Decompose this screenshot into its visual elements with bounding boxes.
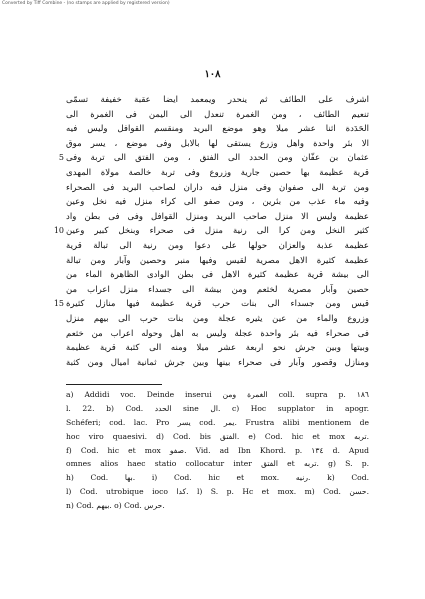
text-line: عظيمة وليس الا منزل صاحب البريد ومنزل القوافل وفى فى بطن واد [66,211,369,222]
footnote-line: f) Cod. hic et mox صفو. Vid. ad Ibn Khord. p. ١٣٤ d. Apud [66,445,369,455]
text-line: قيس ومن جسداء الى بنات حرب قرية عظيمة فيها منازل كثيرة [66,299,369,310]
text-line: ومنازل وقصور وآبار فى صحراء بينها وبين جرش ثمانية اميال ومن كثبة [66,357,369,368]
text-line: وفيه ماء عذب من بئرين ، ومن صفو الى كراء منزل فيه نخل وعين [66,197,369,208]
footnotes [66,388,369,513]
text-line: كثير النخل ومن كرا الى رنية منزل فى صحراء وبنخل كبير وعين [66,226,369,237]
text-line: الا بئر واحدة واهل وزرع يستقى لها بالابل وفى موضع ، يسر موق [66,138,369,149]
text-line: تنعيم الطائف ، ومن الغمرة تنعدل الى اليمن فى الغمرة الى [66,109,369,120]
text-line: ومن تربة الى صفوان وفى منزل فيه داران لصاحب البريد فى الصحراء [66,182,369,193]
page-number: ١٠٨ [204,69,221,80]
text-line: حصين وآبار مصرية لخثعم ومن بيشة الى جسداء منزل اعراب من [66,284,369,295]
text-line: عظيمة كثيرة الاهل مصرية لقيس وفيها منبر وحصين وآبار ومن تبالة [66,255,369,266]
text-line: فى صحراء فيه بئر واحدة عجلة وليس به اهل وحوله اعراب من خثعم [66,328,369,339]
line-number: 10 [53,226,64,236]
line-number: 5 [58,153,64,163]
footnote-line: Schéferi; cod. lac. Pro يسر cod. يمر. Frustra alibi mentionem de [66,417,370,427]
converter-banner: Converted by Tiff Combine - (no stamps are applied by registered version) [2,1,170,6]
main-text [66,93,369,370]
text-line: الحَدَدة اثنا عشر ميلا وهو موضع البريد ومنقسم القوافل وليس فيه [66,124,369,135]
footnote-line: l) Cod. utrobique ioco كدا. l) S. p. Hc et mox. m) Cod. حسن. [66,487,369,497]
text-line: وزروع والماء من عين يثيره عجلة ومن بنات حرب الى بيهم منزل [66,313,369,324]
text-line: عظيمة عذبة والعزان حولها على دعوا ومن رنية الى تبالة قرية [66,240,369,251]
text-line: قرية عظيمة بها حصين جارية وزروع وفى تربة خالصة مولاة المهدى [66,167,369,178]
footnote-line: a) Addidi voc. Deinde inserui الغمرة ومن coll. supra p. ١٨٦ [66,390,369,399]
text-line: الى بيشة قرية عظيمة كثيرة الاهل فى بطن الوادى الظاهرة الماء من [66,270,369,281]
line-number: 15 [53,299,64,309]
footnote-line: hoc viro quaesivi. d) Cod. bis الفتق. e) Cod. hic et mox تربه. [66,431,369,441]
footnote-line: h) Cod. بها. i) Cod. hic et mox. رنيه. k) Cod. [66,473,369,483]
footnote-line: omnes alios haec statio collocatur inter الفتق et تربه. g) S. p. [66,459,369,469]
footnote-line: l. 22. b) Cod. الحدد sine ال. c) Hoc supplator in apogr. [66,403,369,413]
text-line: عثمان بن عفّان ومن الحدد الى الفتق ، ومن الفتق الى تربة وفى [66,153,369,164]
footnote-line: n) Cod. بيهم. o) Cod. حرس. [66,501,165,511]
text-line: اشرف على الطائف ثم ينحدر ويمعمد ايضا عقبة خفيفة تسمّى [66,95,369,105]
footnote-rule [66,384,162,385]
text-line: وبيتها وبين جرش نحو اربعة عشر ميلا ومنه الى كثبة قرية عظيمة [66,343,369,354]
